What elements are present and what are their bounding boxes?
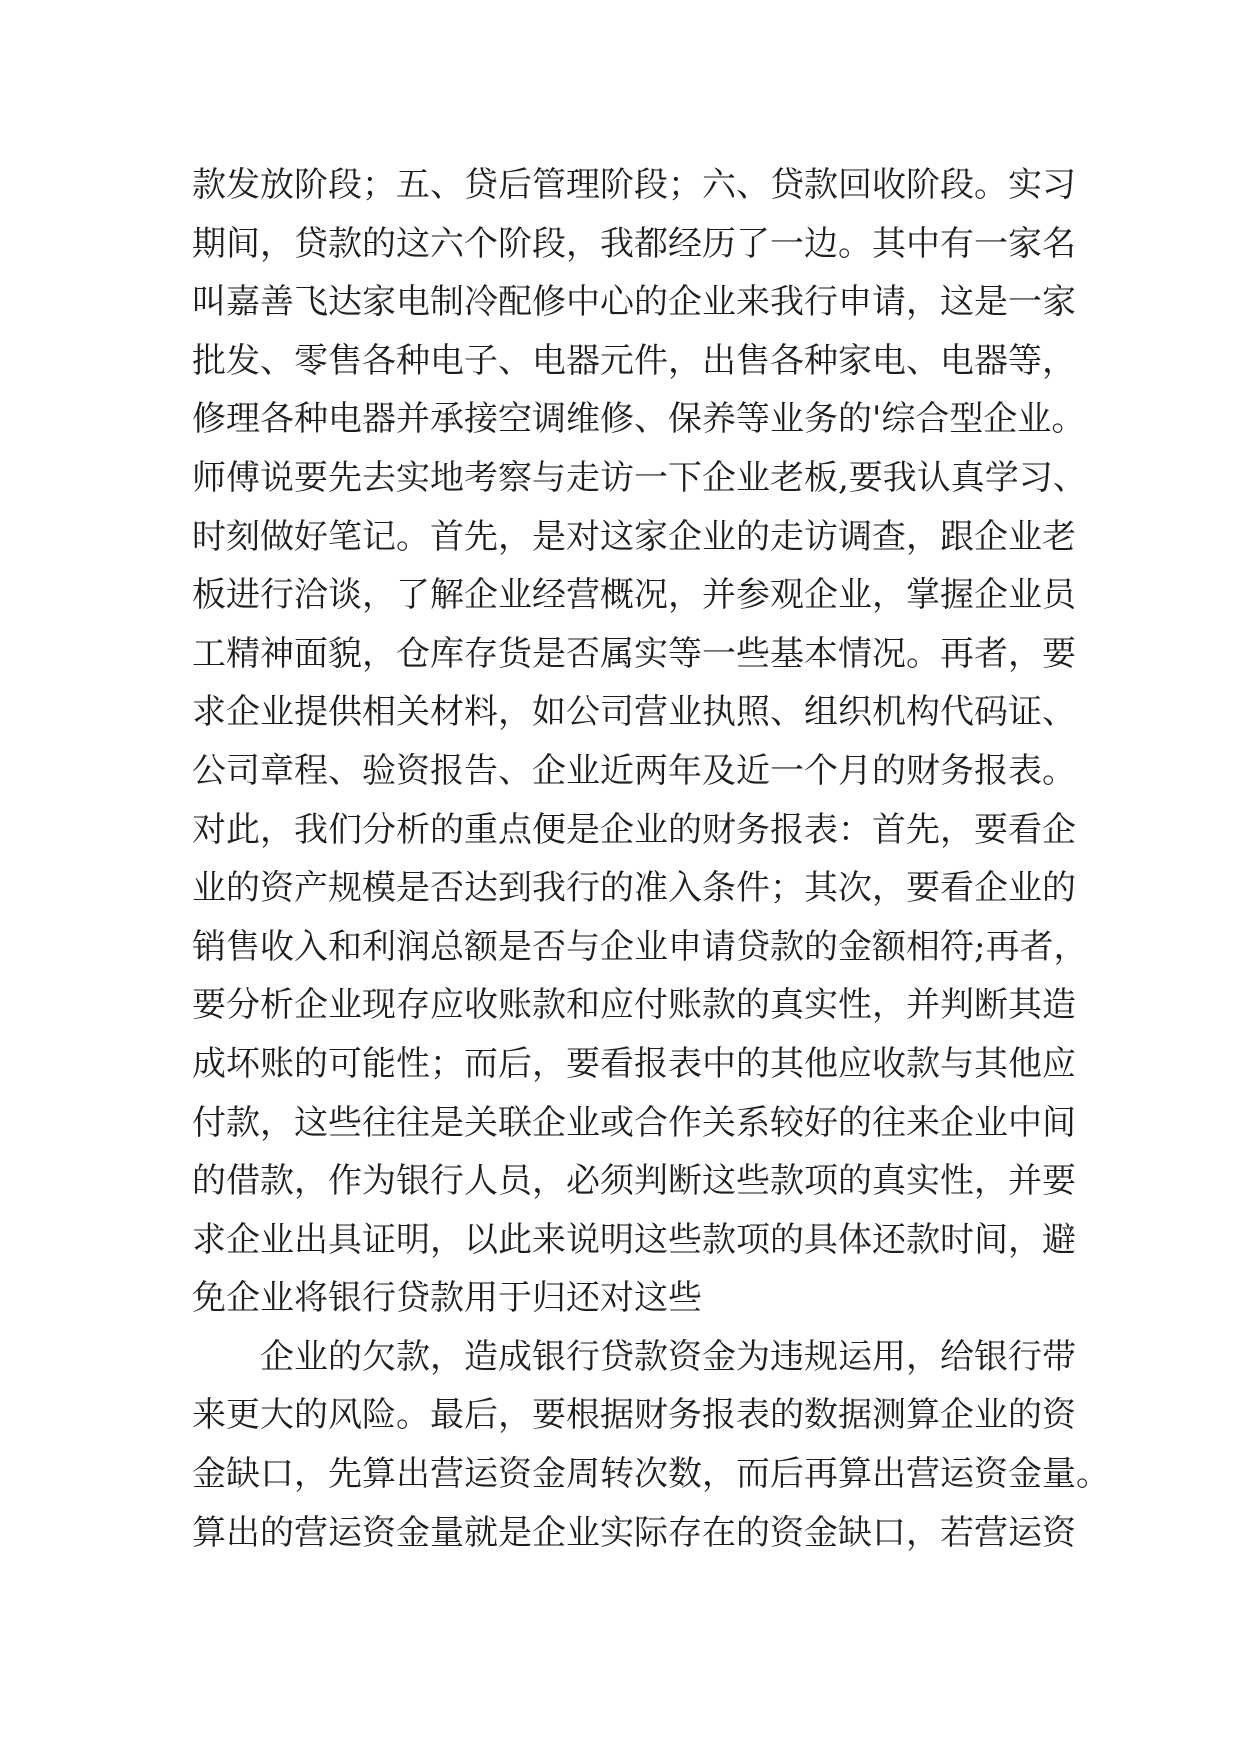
text-line: 金缺口，先算出营运资金周转次数，而后再算出营运资金量。: [192, 1454, 1110, 1495]
text-line: 工精神面貌，仓库存货是否属实等一些基本情况。再者，要: [192, 633, 1076, 674]
text-line: 求企业出具证明，以此来说明这些款项的具体还款时间，避: [192, 1219, 1076, 1260]
paragraph-start-line: 企业的欠款，造成银行贷款资金为违规运用，给银行带: [260, 1336, 1076, 1377]
text-line: 期间，贷款的这六个阶段，我都经历了一边。其中有一家名: [192, 223, 1076, 264]
text-line: 公司章程、验资报告、企业近两年及近一个月的财务报表。: [192, 750, 1076, 791]
text-line: 时刻做好笔记。首先，是对这家企业的走访调查，跟企业老: [192, 516, 1076, 557]
text-line: 付款，这些往往是关联企业或合作关系较好的往来企业中间: [192, 1102, 1076, 1143]
text-line: 款发放阶段；五、贷后管理阶段；六、贷款回收阶段。实习: [192, 165, 1076, 205]
text-line: 销售收入和利润总额是否与企业申请贷款的金额相符;再者，: [192, 926, 1088, 967]
text-line: 算出的营运资金量就是企业实际存在的资金缺口，若营运资: [192, 1512, 1076, 1553]
text-line: 求企业提供相关材料，如公司营业执照、组织机构代码证、: [192, 692, 1076, 733]
text-line: 板进行洽谈，了解企业经营概况，并参观企业，掌握企业员: [192, 575, 1076, 616]
text-line: 叫嘉善飞达家电制冷配修中心的企业来我行申请，这是一家: [192, 282, 1076, 323]
body-text: [192, 156, 1110, 1562]
text-line: 师傅说要先去实地考察与走访一下企业老板,要我认真学习、: [192, 457, 1087, 498]
text-line: 免企业将银行贷款用于归还对这些: [192, 1278, 702, 1319]
text-line: 修理各种电器并承接空调维修、保养等业务的'综合型企业。: [192, 399, 1086, 440]
text-line: 对此，我们分析的重点便是企业的财务报表：首先，要看企: [192, 809, 1076, 850]
text-line: 来更大的风险。最后，要根据财务报表的数据测算企业的资: [192, 1395, 1076, 1436]
text-line: 的借款，作为银行人员，必须判断这些款项的真实性，并要: [192, 1161, 1076, 1202]
text-line: 要分析企业现存应收账款和应付账款的真实性，并判断其造: [192, 985, 1076, 1026]
text-line: 业的资产规模是否达到我行的准入条件；其次，要看企业的: [192, 868, 1076, 909]
text-line: 批发、零售各种电子、电器元件，出售各种家电、电器等，: [192, 340, 1076, 381]
text-line: 成坏账的可能性；而后，要看报表中的其他应收款与其他应: [192, 1043, 1076, 1084]
